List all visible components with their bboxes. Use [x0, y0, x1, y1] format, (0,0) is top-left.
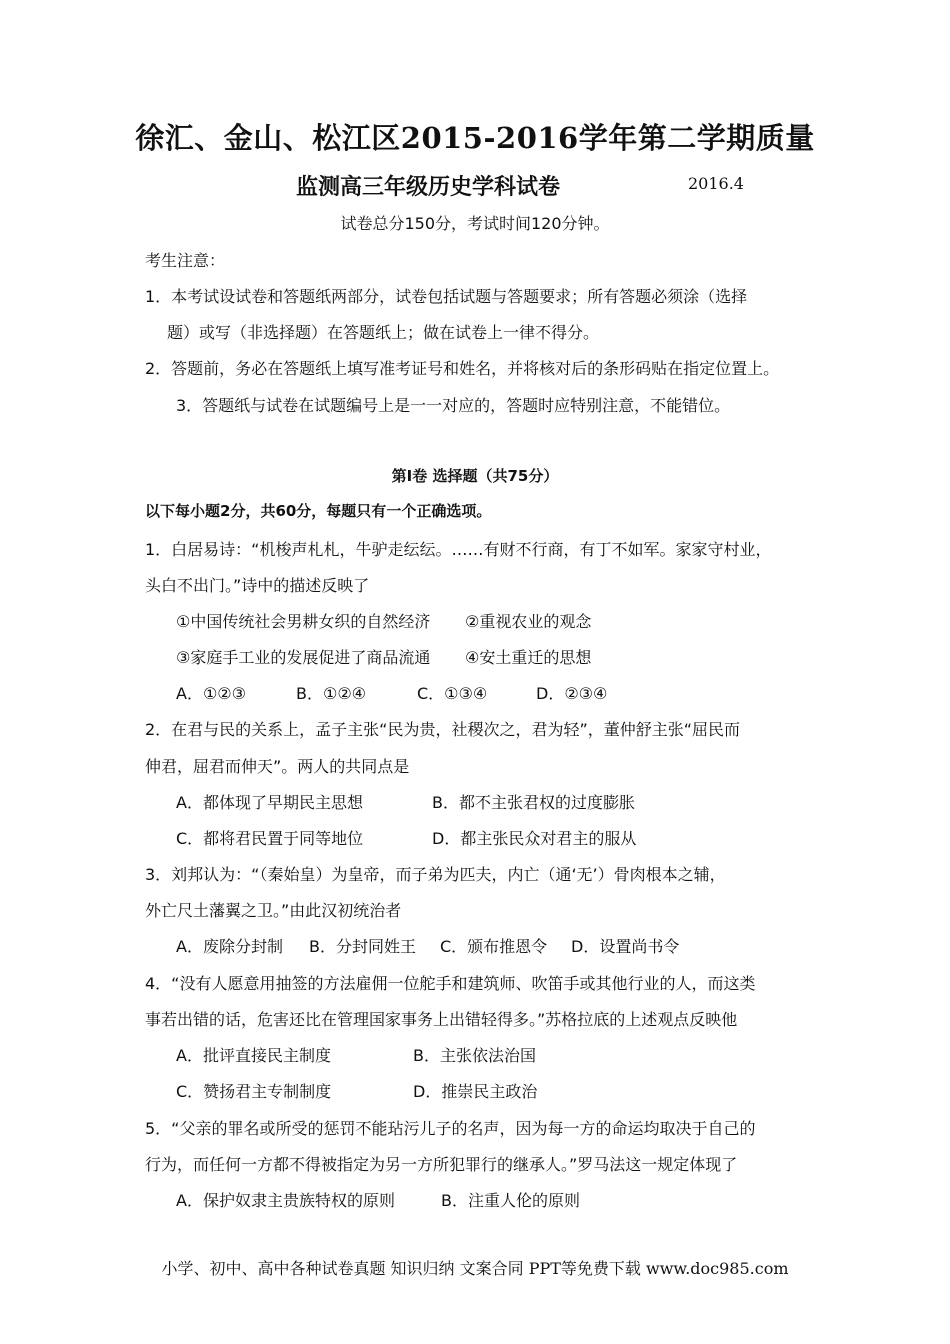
q1-stem-line1: 1．白居易诗：“机梭声札札，牛驴走纭纭。……有财不行商，有丁不如军。家家守村业， — [145, 540, 772, 559]
q1-stem-line2: 头白不出门。”诗中的描述反映了 — [145, 576, 370, 595]
q2-stem-line2: 伸君，屈君而伸天”。两人的共同点是 — [145, 757, 410, 776]
exam-title-line2: 监测高三年级历史学科试卷 — [296, 174, 561, 200]
section-instruction: 以下每小题2分，共60分，每题只有一个正确选项。 — [145, 502, 492, 520]
exam-title-line1: 徐汇、金山、松江区2015-2016学年第二学期质量 — [135, 121, 815, 155]
q1-option-d: D．②③④ — [536, 684, 608, 703]
exam-info: 试卷总分150分，考试时间120分钟。 — [340, 214, 610, 233]
q4-option-d: D．推崇民主政治 — [413, 1082, 538, 1101]
exam-date: 2016.4 — [688, 174, 744, 193]
note-1-line2: 题）或写（非选择题）在答题纸上；做在试卷上一律不得分。 — [167, 323, 600, 342]
q2-option-c: C．都将君民置于同等地位 — [176, 829, 364, 848]
q1-item-1: ①中国传统社会男耕女织的自然经济 — [176, 612, 431, 631]
note-2: 2．答题前，务必在答题纸上填写准考证号和姓名，并将核对后的条形码贴在指定位置上。 — [145, 359, 780, 378]
q2-option-b: B．都不主张君权的过度膨胀 — [432, 793, 635, 812]
q1-option-a: A．①②③ — [176, 684, 246, 703]
q3-option-a: A．废除分封制 — [176, 937, 283, 956]
q2-option-d: D．都主张民众对君主的服从 — [432, 829, 637, 848]
footer-text: 小学、初中、高中各种试卷真题 知识归纳 文案合同 PPT等免费下载 www.doc985.com — [161, 1259, 789, 1278]
q1-item-3: ③家庭手工业的发展促进了商品流通 — [176, 648, 431, 667]
q5-option-b: B．注重人伦的原则 — [441, 1191, 580, 1210]
q2-option-a: A．都体现了早期民主思想 — [176, 793, 363, 812]
q3-stem-line1: 3．刘邦认为：“（秦始皇）为皇帝，而子弟为匹夫，内亡（通‘无’）骨肉根本之辅， — [145, 865, 726, 884]
q3-option-d: D．设置尚书令 — [571, 937, 680, 956]
q2-stem-line1: 2．在君与民的关系上，孟子主张“民为贵，社稷次之，君为轻”，董仲舒主张“屈民而 — [145, 720, 741, 739]
q1-option-c: C．①③④ — [417, 684, 488, 703]
q4-option-c: C．赞扬君主专制制度 — [176, 1082, 332, 1101]
note-1-line1: 1．本考试设试卷和答题纸两部分，试卷包括试题与答题要求；所有答题必须涂（选择 — [145, 287, 748, 306]
q5-option-a: A．保护奴隶主贵族特权的原则 — [176, 1191, 395, 1210]
q4-option-a: A．批评直接民主制度 — [176, 1046, 331, 1065]
q4-option-b: B．主张依法治国 — [413, 1046, 536, 1065]
notes-heading: 考生注意： — [145, 251, 226, 270]
q1-item-2: ②重视农业的观念 — [465, 612, 592, 631]
q3-option-b: B．分封同姓王 — [309, 937, 416, 956]
q5-stem-line1: 5．“父亲的罪名或所受的惩罚不能玷污儿子的名声，因为每一方的命运均取决于自己的 — [145, 1119, 756, 1138]
q3-stem-line2: 外亡尺土藩翼之卫。”由此汉初统治者 — [145, 901, 402, 920]
section-title: 第Ⅰ卷 选择题（共75分） — [391, 467, 559, 485]
q4-stem-line2: 事若出错的话，危害还比在管理国家事务上出错轻得多。”苏格拉底的上述观点反映他 — [145, 1010, 738, 1029]
q5-stem-line2: 行为，而任何一方都不得被指定为另一方所犯罪行的继承人。”罗马法这一规定体现了 — [145, 1155, 738, 1174]
q4-stem-line1: 4．“没有人愿意用抽签的方法雇佣一位舵手和建筑师、吹笛手或其他行业的人，而这类 — [145, 974, 756, 993]
q3-option-c: C．颁布推恩令 — [440, 937, 548, 956]
q1-item-4: ④安土重迁的思想 — [465, 648, 592, 667]
note-3: 3．答题纸与试卷在试题编号上是一一对应的，答题时应特别注意，不能错位。 — [176, 396, 731, 415]
q1-option-b: B．①②④ — [296, 684, 367, 703]
